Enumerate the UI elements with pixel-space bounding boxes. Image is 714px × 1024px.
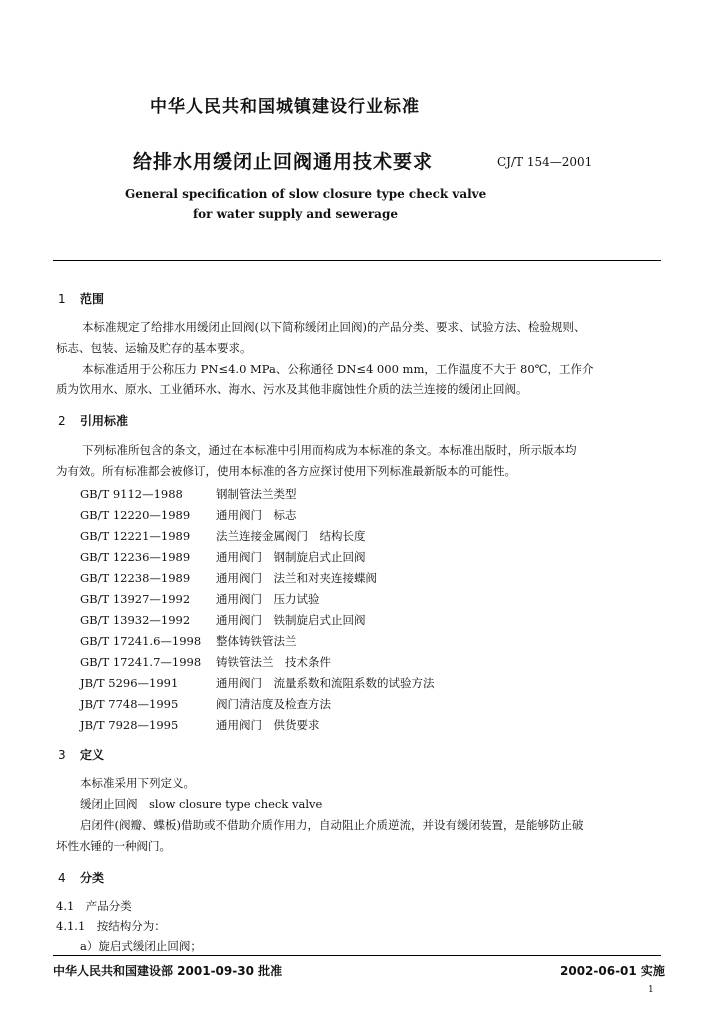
section-title: 引用标准	[80, 414, 129, 428]
section-4-heading	[58, 869, 104, 886]
document-title: 给排水用缓闭止回阀通用技术要求	[133, 151, 434, 173]
english-title-line2: for water supply and sewerage	[193, 207, 398, 221]
reference-item: GB/T 13927—1992 通用阀门 压力试验	[80, 592, 320, 606]
issuing-organization: 中华人民共和国城镇建设行业标准	[150, 97, 420, 117]
section-number: 2	[58, 414, 66, 428]
reference-item: GB/T 12236—1989 通用阀门 钢制旋启式止回阀	[80, 550, 366, 564]
section-title: 定义	[80, 748, 105, 762]
reference-item: GB/T 17241.6—1998 整体铸铁管法兰	[80, 634, 297, 648]
paragraph-line: 标志、包装、运输及贮存的基本要求。	[56, 341, 252, 355]
reference-item: GB/T 17241.7—1998 铸铁管法兰 技术条件	[80, 655, 331, 669]
section-number: 3	[58, 748, 66, 762]
section-2-heading	[58, 412, 128, 429]
paragraph-line: 本标准适用于公称压力 PN≤4.0 MPa、公称通径 DN≤4 000 mm，工作温度不大于 80℃，工作介	[82, 362, 594, 376]
reference-item: GB/T 12221—1989 法兰连接金属阀门 结构长度	[80, 529, 366, 543]
section-title: 分类	[80, 871, 105, 885]
reference-item: GB/T 13932—1992 通用阀门 铁制旋启式止回阀	[80, 613, 366, 627]
reference-item: JB/T 7748—1995 阀门清洁度及检查方法	[80, 697, 331, 711]
paragraph-line: 质为饮用水、原水、工业循环水、海水、污水及其他非腐蚀性介质的法兰连接的缓闭止回阀。	[56, 382, 528, 396]
paragraph-line: 下列标准所包含的条文，通过在本标准中引用而构成为本标准的条文。本标准出版时，所示版本均	[82, 443, 577, 457]
section-number: 1	[58, 292, 66, 306]
footer-divider	[53, 955, 661, 956]
section-title: 范围	[80, 292, 105, 306]
subsection-heading: 4.1 产品分类	[56, 899, 132, 913]
section-3-heading	[58, 746, 104, 763]
list-item: a）旋启式缓闭止回阀；	[80, 939, 202, 953]
effective-date: 2002-06-01 实施	[560, 964, 665, 978]
reference-item: GB/T 12220—1989 通用阀门 标志	[80, 508, 297, 522]
reference-item: JB/T 5296—1991 通用阀门 流量系数和流阻系数的试验方法	[80, 676, 435, 690]
definition-text-line: 坏性水锤的一种阀门。	[56, 839, 171, 853]
paragraph-line: 为有效。所有标准都会被修订，使用本标准的各方应探讨使用下列标准最新版本的可能性。	[56, 464, 516, 478]
definition-intro: 本标准采用下列定义。	[80, 776, 195, 790]
reference-item: GB/T 9112—1988 钢制管法兰类型	[80, 487, 297, 501]
reference-item: JB/T 7928—1995 通用阀门 供货要求	[80, 718, 320, 732]
paragraph-line: 本标准规定了给排水用缓闭止回阀(以下简称缓闭止回阀)的产品分类、要求、试验方法、检验规则、	[82, 320, 586, 334]
issue-date: 中华人民共和国建设部 2001-09-30 批准	[53, 964, 283, 978]
english-title-line1: General specification of slow closure type check valve	[125, 187, 487, 201]
section-number: 4	[58, 871, 66, 885]
definition-term: 缓闭止回阀 slow closure type check valve	[80, 797, 323, 811]
subsection-heading: 4.1.1 按结构分为：	[56, 919, 166, 933]
header-divider	[53, 260, 661, 261]
page-number: 1	[648, 985, 654, 995]
definition-text-line: 启闭件(阀瓣、蝶板)借助或不借助介质作用力，自动阻止介质逆流，并设有缓闭装置，是能够防止破	[80, 818, 584, 832]
reference-item: GB/T 12238—1989 通用阀门 法兰和对夹连接蝶阀	[80, 571, 377, 585]
standard-code: CJ/T 154—2001	[497, 155, 593, 169]
section-1-heading	[58, 290, 104, 307]
